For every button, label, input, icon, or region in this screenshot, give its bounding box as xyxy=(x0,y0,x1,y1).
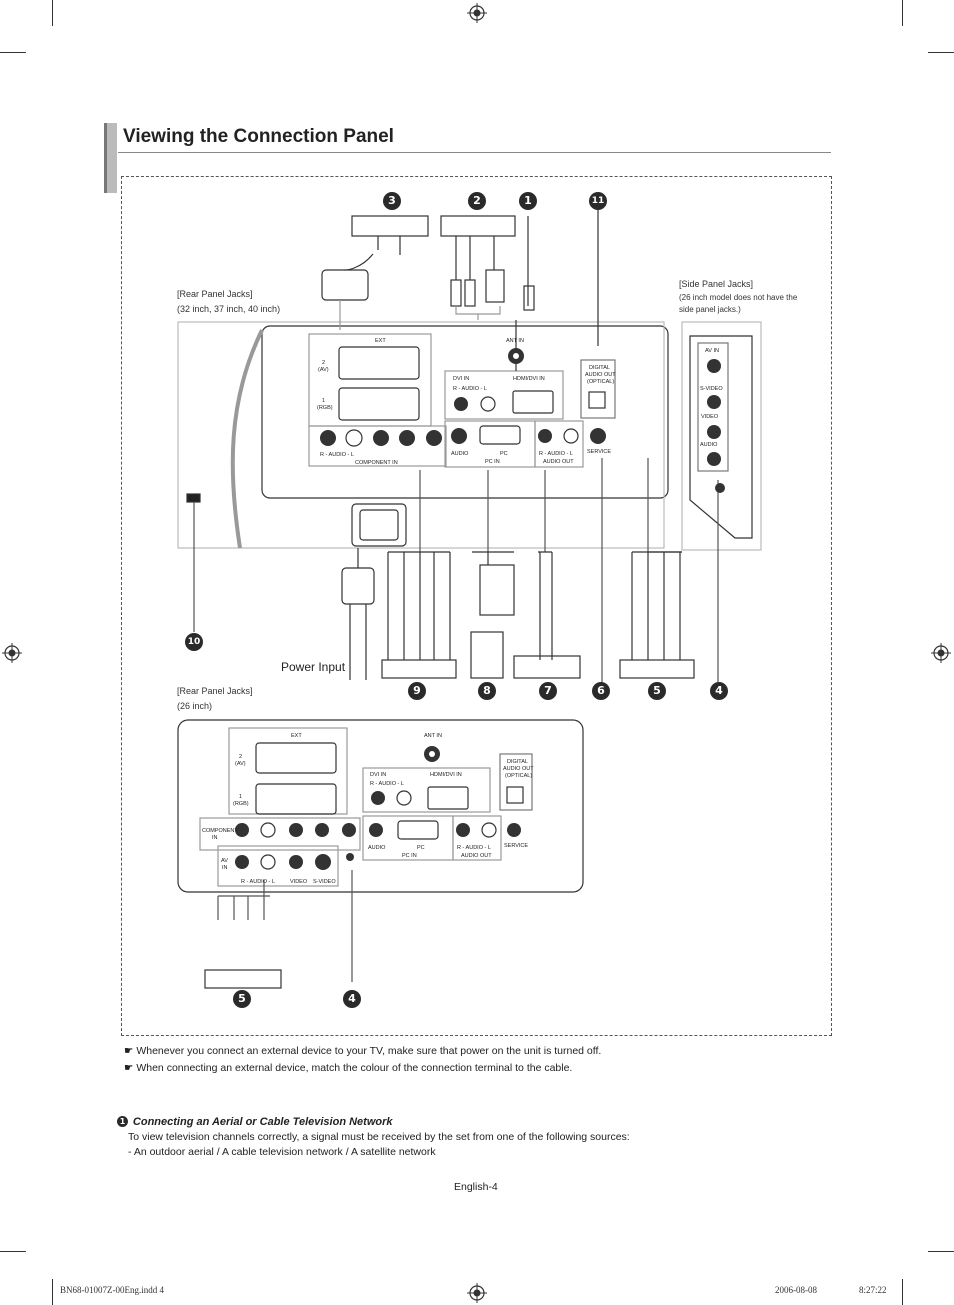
svg-text:1: 1 xyxy=(322,398,326,404)
svg-text:DIGITAL: DIGITAL xyxy=(507,759,528,765)
tv-cable-curve xyxy=(233,330,262,548)
scart-port-2 xyxy=(339,347,419,379)
device-3 xyxy=(352,216,428,236)
svg-text:(AV): (AV) xyxy=(235,761,246,767)
svg-text:S-VIDEO: S-VIDEO xyxy=(313,879,336,885)
svg-text:(RGB): (RGB) xyxy=(233,801,249,807)
section-heading: 1 Connecting an Aerial or Cable Television Network xyxy=(117,1115,630,1130)
callout-6: 6 xyxy=(592,682,610,700)
svg-text:PC: PC xyxy=(500,451,508,457)
rear-panel-26-label: [Rear Panel Jacks] (26 inch) xyxy=(177,686,253,711)
svg-text:AUDIO: AUDIO xyxy=(700,442,718,448)
optical-port xyxy=(589,392,605,408)
svg-text:SERVICE: SERVICE xyxy=(587,449,612,455)
svg-text:VIDEO: VIDEO xyxy=(701,414,719,420)
svg-text:R - AUDIO - L: R - AUDIO - L xyxy=(241,879,275,885)
svg-text:DVI IN: DVI IN xyxy=(453,376,470,382)
section-body: To view television channels correctly, a signal must be received by the set from one of the following sources: xyxy=(128,1131,630,1143)
crop-mark xyxy=(902,1279,903,1305)
page-title: Viewing the Connection Panel xyxy=(123,126,394,147)
svg-text:R - AUDIO - L: R - AUDIO - L xyxy=(457,845,491,851)
crop-mark xyxy=(0,1251,26,1252)
svg-text:(OPTICAL): (OPTICAL) xyxy=(587,379,615,385)
crop-mark xyxy=(928,1251,954,1252)
svg-text:VIDEO: VIDEO xyxy=(290,879,308,885)
svg-text:IN: IN xyxy=(222,865,228,871)
svg-text:R - AUDIO - L: R - AUDIO - L xyxy=(453,386,487,392)
callout-5-26: 5 xyxy=(233,990,251,1008)
power-input-label: Power Input xyxy=(281,660,346,674)
svg-text:(OPTICAL): (OPTICAL) xyxy=(505,773,533,779)
svg-text:(RGB): (RGB) xyxy=(317,405,333,411)
footer-time: 8:27:22 xyxy=(859,1285,887,1295)
svg-text:PC: PC xyxy=(417,845,425,851)
svg-text:DVI IN: DVI IN xyxy=(370,772,387,778)
device-5 xyxy=(620,660,694,678)
registration-mark-icon xyxy=(467,1283,487,1303)
device-5-26 xyxy=(205,970,281,988)
scart-port-1 xyxy=(339,388,419,420)
svg-text:AUDIO OUT: AUDIO OUT xyxy=(585,372,616,378)
ext-block xyxy=(309,334,431,426)
device-7 xyxy=(514,656,580,678)
callout-2: 2 xyxy=(468,192,486,210)
svg-text:IN: IN xyxy=(212,835,218,841)
rear-panel-label: [Rear Panel Jacks] (32 inch, 37 inch, 40 inch) xyxy=(177,289,281,314)
svg-text:AV: AV xyxy=(221,858,228,864)
vga-plug xyxy=(480,565,514,615)
scart-plug xyxy=(322,270,368,300)
callout-3: 3 xyxy=(383,192,401,210)
note-item: ☛ Whenever you connect an external device to your TV, make sure that power on the unit is turned off. xyxy=(124,1045,602,1057)
callout-4: 4 xyxy=(710,682,728,700)
svg-text:SERVICE: SERVICE xyxy=(504,843,529,849)
notes-list xyxy=(124,1043,601,1077)
svg-text:COMPONENT: COMPONENT xyxy=(202,828,238,834)
svg-text:R - AUDIO - L: R - AUDIO - L xyxy=(370,781,404,787)
svg-text:AUDIO OUT: AUDIO OUT xyxy=(503,766,534,772)
footer-file: BN68-01007Z-00Eng.indd 4 xyxy=(60,1285,164,1295)
svg-text:(AV): (AV) xyxy=(318,367,329,373)
svg-text:AUDIO: AUDIO xyxy=(451,451,469,457)
svg-text:2: 2 xyxy=(322,360,326,366)
side-panel-label: [Side Panel Jacks] (26 inch model does not have the side panel jacks.) xyxy=(679,279,798,314)
component-block-26 xyxy=(200,818,360,850)
svg-text:AV IN: AV IN xyxy=(705,348,719,354)
callout-10: 10 xyxy=(185,633,203,651)
svg-text:DIGITAL: DIGITAL xyxy=(589,365,610,371)
callout-8: 8 xyxy=(478,682,496,700)
section-list-item: - An outdoor aerial / A cable television network / A satellite network xyxy=(128,1146,436,1158)
kensington-slot xyxy=(187,494,200,502)
device-9 xyxy=(382,660,456,678)
pc-vga-port xyxy=(480,426,520,444)
ext-text: EXT xyxy=(375,338,386,344)
callout-9: 9 xyxy=(408,682,426,700)
svg-text:1: 1 xyxy=(239,794,243,800)
side-panel-backing xyxy=(682,322,761,550)
svg-text:HDMI/DVI IN: HDMI/DVI IN xyxy=(430,772,462,778)
callout-4-26: 4 xyxy=(343,990,361,1008)
aerial-section xyxy=(119,1115,630,1160)
svg-text:PC IN: PC IN xyxy=(402,853,417,859)
svg-text:ANT IN: ANT IN xyxy=(424,733,442,739)
svg-text:AUDIO OUT: AUDIO OUT xyxy=(543,459,574,465)
hand-pointer-icon: ☛ xyxy=(124,1045,134,1057)
callout-11: 11 xyxy=(589,192,607,210)
crop-mark xyxy=(52,1279,53,1305)
ant-in-text: ANT IN xyxy=(506,338,524,344)
device-2 xyxy=(441,216,515,236)
hand-pointer-icon: ☛ xyxy=(124,1062,134,1074)
svg-text:EXT: EXT xyxy=(291,733,302,739)
svg-text:R - AUDIO - L: R - AUDIO - L xyxy=(539,451,573,457)
footer-date: 2006-08-08 xyxy=(775,1285,817,1295)
page-number: English-4 xyxy=(454,1181,498,1193)
svg-text:HDMI/DVI IN: HDMI/DVI IN xyxy=(513,376,545,382)
svg-text:S-VIDEO: S-VIDEO xyxy=(700,386,723,392)
callout-5: 5 xyxy=(648,682,666,700)
svg-text:AUDIO OUT: AUDIO OUT xyxy=(461,853,492,859)
side-panel-outline xyxy=(690,336,752,538)
hdmi-port xyxy=(513,391,553,413)
power-plug xyxy=(342,568,374,604)
svg-text:AUDIO: AUDIO xyxy=(368,845,386,851)
section-number-badge: 1 xyxy=(117,1116,128,1127)
svg-text:2: 2 xyxy=(239,754,243,760)
svg-text:COMPONENT IN: COMPONENT IN xyxy=(355,460,398,466)
svg-text:PC IN: PC IN xyxy=(485,459,500,465)
svg-text:R - AUDIO - L: R - AUDIO - L xyxy=(320,452,354,458)
callout-7: 7 xyxy=(539,682,557,700)
rear-panel-outline xyxy=(262,326,668,498)
note-item: ☛ When connecting an external device, match the colour of the connection terminal to the cable. xyxy=(124,1062,573,1074)
callout-1: 1 xyxy=(519,192,537,210)
